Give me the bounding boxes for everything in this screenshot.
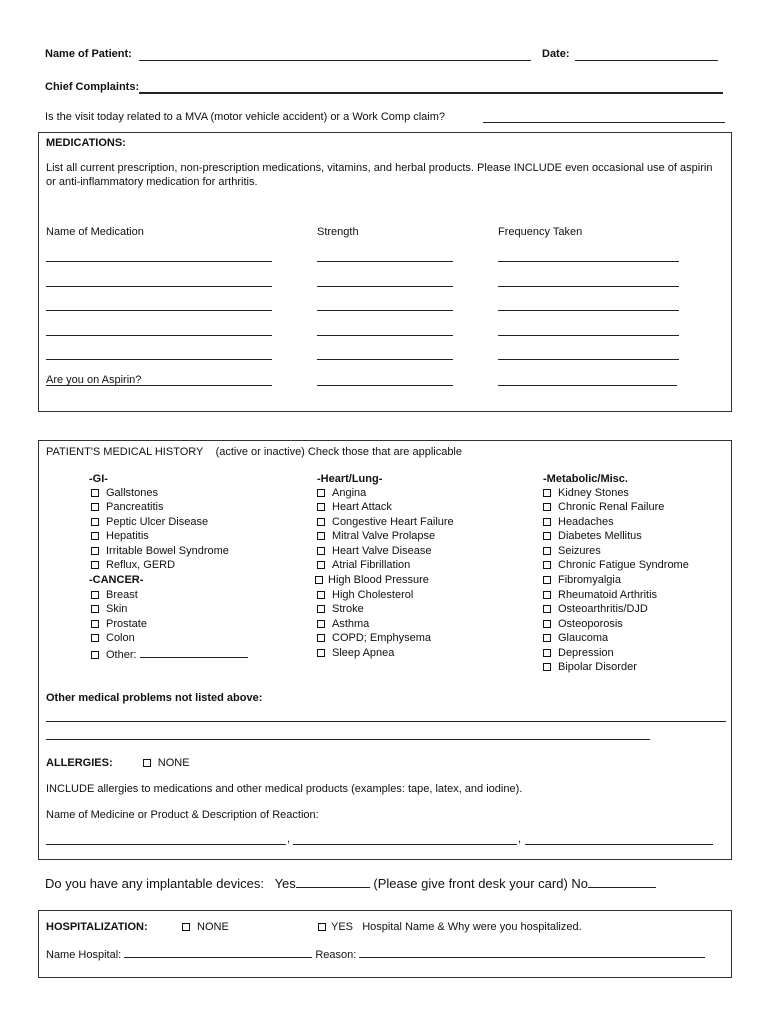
checkbox-high-bp[interactable]: High Blood Pressure bbox=[315, 574, 429, 586]
medication-name-field[interactable] bbox=[46, 310, 272, 311]
checkbox-icon bbox=[91, 651, 99, 659]
medications-title: MEDICATIONS: bbox=[46, 137, 126, 149]
medication-strength-field[interactable] bbox=[317, 286, 453, 287]
medication-strength-field[interactable] bbox=[317, 385, 453, 386]
checkbox-prostate[interactable]: Prostate bbox=[91, 618, 147, 630]
medication-strength-field[interactable] bbox=[317, 359, 453, 360]
checkbox-pancreatitis[interactable]: Pancreatitis bbox=[91, 501, 163, 513]
checkbox-other[interactable]: Other: bbox=[91, 647, 248, 661]
hospital-reason-label: Reason: bbox=[315, 949, 357, 961]
hospitalization-yes-note: Hospital Name & Why were you hospitalized. bbox=[362, 921, 582, 933]
checkbox-icon bbox=[91, 634, 99, 642]
implant-no-field[interactable] bbox=[588, 877, 656, 888]
form-header bbox=[45, 0, 735, 140]
medication-strength-field[interactable] bbox=[317, 261, 453, 262]
checkbox-osteoporosis[interactable]: Osteoporosis bbox=[543, 618, 623, 630]
other-problems-field[interactable] bbox=[46, 739, 650, 740]
checkbox-icon bbox=[91, 489, 99, 497]
checkbox-seizures[interactable]: Seizures bbox=[543, 545, 601, 557]
medications-instructions: List all current prescription, non-prescription medications, vitamins, and herbal products. Please INCLUDE even occasional use of aspirin or anti-inflammatory medication for arthritis. bbox=[46, 162, 713, 188]
checkbox-icon bbox=[182, 923, 190, 931]
medication-frequency-field[interactable] bbox=[498, 310, 679, 311]
allergies-row bbox=[46, 757, 190, 769]
medication-strength-field[interactable] bbox=[317, 310, 453, 311]
checkbox-icon bbox=[317, 561, 325, 569]
hospitalization-yes-option[interactable]: YES Hospital Name & Why were you hospitalized. bbox=[318, 921, 582, 933]
checkbox-icon bbox=[543, 518, 551, 526]
checkbox-osteoarthritis[interactable]: Osteoarthritis/DJD bbox=[543, 603, 648, 615]
allergies-include-text: INCLUDE allergies to medications and other medical products (examples: tape, latex, and iodine). bbox=[46, 783, 523, 795]
hospital-name-label: Name Hospital: bbox=[46, 949, 122, 961]
checkbox-icon bbox=[543, 561, 551, 569]
comma-separator: , bbox=[518, 833, 522, 845]
checkbox-chf[interactable]: Congestive Heart Failure bbox=[317, 516, 454, 528]
checkbox-icon bbox=[91, 591, 99, 599]
medication-frequency-field[interactable] bbox=[498, 261, 679, 262]
allergy-field[interactable] bbox=[525, 844, 713, 845]
checkbox-heart-valve[interactable]: Heart Valve Disease bbox=[317, 545, 431, 557]
medication-frequency-field[interactable] bbox=[498, 385, 677, 386]
hospitalization-section bbox=[38, 910, 732, 978]
checkbox-icon bbox=[543, 591, 551, 599]
checkbox-icon bbox=[317, 489, 325, 497]
medication-frequency-field[interactable] bbox=[498, 335, 679, 336]
checkbox-icon bbox=[543, 663, 551, 671]
checkbox-diabetes[interactable]: Diabetes Mellitus bbox=[543, 530, 642, 542]
checkbox-asthma[interactable]: Asthma bbox=[317, 618, 369, 630]
implant-question: Do you have any implantable devices: bbox=[45, 876, 264, 891]
checkbox-icon bbox=[315, 576, 323, 584]
col-strength: Strength bbox=[317, 226, 359, 238]
checkbox-icon bbox=[543, 503, 551, 511]
allergies-label: ALLERGIES: bbox=[46, 757, 113, 769]
aspirin-question: Are you on Aspirin? bbox=[46, 374, 142, 386]
other-problems-label: Other medical problems not listed above: bbox=[46, 692, 263, 704]
visit-answer-field[interactable] bbox=[483, 122, 725, 123]
implantable-devices-row bbox=[45, 876, 656, 891]
checkbox-icon bbox=[91, 503, 99, 511]
checkbox-heart-attack[interactable]: Heart Attack bbox=[317, 501, 392, 513]
hospital-reason-field[interactable] bbox=[359, 947, 705, 958]
implant-note: (Please give front desk your card) bbox=[373, 876, 568, 891]
checkbox-breast[interactable]: Breast bbox=[91, 589, 138, 601]
metabolic-heading: -Metabolic/Misc. bbox=[543, 473, 628, 485]
medication-frequency-field[interactable] bbox=[498, 286, 679, 287]
checkbox-icon bbox=[543, 489, 551, 497]
col-medication-name: Name of Medication bbox=[46, 226, 144, 238]
visit-question: Is the visit today related to a MVA (motor vehicle accident) or a Work Comp claim? bbox=[45, 111, 446, 123]
checkbox-sleep-apnea[interactable]: Sleep Apnea bbox=[317, 647, 394, 659]
checkbox-skin[interactable]: Skin bbox=[91, 603, 127, 615]
cancer-heading: -CANCER- bbox=[89, 574, 144, 586]
checkbox-stroke[interactable]: Stroke bbox=[317, 603, 364, 615]
checkbox-fibromyalgia[interactable]: Fibromyalgia bbox=[543, 574, 621, 586]
medication-strength-field[interactable] bbox=[317, 335, 453, 336]
medications-section bbox=[38, 132, 732, 412]
checkbox-icon bbox=[317, 634, 325, 642]
allergies-reaction-label: Name of Medicine or Product & Description of Reaction: bbox=[46, 809, 319, 821]
checkbox-renal-failure[interactable]: Chronic Renal Failure bbox=[543, 501, 664, 513]
implant-yes-field[interactable] bbox=[296, 877, 370, 888]
hospital-name-field[interactable] bbox=[124, 947, 312, 958]
medication-frequency-field[interactable] bbox=[498, 359, 679, 360]
checkbox-icon bbox=[543, 547, 551, 555]
patient-name-field[interactable] bbox=[139, 60, 531, 61]
col-frequency: Frequency Taken bbox=[498, 226, 583, 238]
other-field[interactable] bbox=[140, 647, 248, 658]
implant-no-label: No bbox=[571, 876, 589, 891]
checkbox-icon bbox=[91, 605, 99, 613]
history-heading bbox=[46, 446, 462, 458]
history-subtitle: (active or inactive) Check those that are applicable bbox=[215, 446, 462, 458]
checkbox-cholesterol[interactable]: High Cholesterol bbox=[317, 589, 413, 601]
comma-separator: , bbox=[287, 833, 291, 845]
allergies-none-checkbox[interactable] bbox=[143, 759, 151, 767]
medication-name-field[interactable] bbox=[46, 359, 272, 360]
checkbox-bipolar[interactable]: Bipolar Disorder bbox=[543, 661, 637, 673]
checkbox-icon bbox=[91, 518, 99, 526]
checkbox-icon bbox=[317, 591, 325, 599]
aspirin-answer-field[interactable] bbox=[46, 385, 272, 386]
checkbox-icon bbox=[91, 547, 99, 555]
medication-name-field[interactable] bbox=[46, 335, 272, 336]
checkbox-icon bbox=[543, 576, 551, 584]
history-title: PATIENT'S MEDICAL HISTORY bbox=[46, 446, 204, 458]
medication-name-field[interactable] bbox=[46, 286, 272, 287]
allergy-field[interactable] bbox=[46, 844, 286, 845]
checkbox-icon bbox=[91, 620, 99, 628]
checkbox-glaucoma[interactable]: Glaucoma bbox=[543, 632, 608, 644]
patient-name-label: Name of Patient: bbox=[45, 48, 132, 60]
date-label: Date: bbox=[542, 48, 570, 60]
checkbox-depression[interactable]: Depression bbox=[543, 647, 614, 659]
date-field[interactable] bbox=[575, 60, 718, 61]
checkbox-rheumatoid[interactable]: Rheumatoid Arthritis bbox=[543, 589, 657, 601]
hospitalization-label: HOSPITALIZATION: bbox=[46, 921, 148, 933]
checkbox-icon bbox=[317, 503, 325, 511]
checkbox-chronic-fatigue[interactable]: Chronic Fatigue Syndrome bbox=[543, 559, 689, 571]
hospital-details-row bbox=[46, 947, 705, 961]
checkbox-gallstones[interactable]: Gallstones bbox=[91, 487, 158, 499]
checkbox-icon bbox=[317, 518, 325, 526]
checkbox-colon[interactable]: Colon bbox=[91, 632, 135, 644]
checkbox-reflux[interactable]: Reflux, GERD bbox=[91, 559, 175, 571]
checkbox-hepatitis[interactable]: Hepatitis bbox=[91, 530, 149, 542]
checkbox-icon bbox=[317, 532, 325, 540]
gi-heading: -GI- bbox=[89, 473, 108, 485]
chief-complaints-field[interactable] bbox=[139, 92, 723, 94]
checkbox-icon bbox=[317, 547, 325, 555]
checkbox-icon bbox=[543, 532, 551, 540]
checkbox-ibs[interactable]: Irritable Bowel Syndrome bbox=[91, 545, 229, 557]
checkbox-afib[interactable]: Atrial Fibrillation bbox=[317, 559, 410, 571]
chief-complaints-label: Chief Complaints: bbox=[45, 81, 140, 93]
checkbox-icon bbox=[317, 649, 325, 657]
implant-yes-label: Yes bbox=[274, 876, 296, 891]
checkbox-icon bbox=[543, 649, 551, 657]
medical-history-section bbox=[38, 440, 732, 860]
allergies-none-label: NONE bbox=[157, 757, 190, 769]
checkbox-kidney-stones[interactable]: Kidney Stones bbox=[543, 487, 629, 499]
heart-lung-heading: -Heart/Lung- bbox=[317, 473, 383, 485]
medication-name-field[interactable] bbox=[46, 261, 272, 262]
checkbox-icon bbox=[91, 561, 99, 569]
checkbox-peptic-ulcer[interactable]: Peptic Ulcer Disease bbox=[91, 516, 208, 528]
checkbox-icon bbox=[317, 605, 325, 613]
checkbox-icon bbox=[317, 620, 325, 628]
checkbox-icon bbox=[543, 634, 551, 642]
checkbox-icon bbox=[543, 605, 551, 613]
checkbox-icon bbox=[91, 532, 99, 540]
checkbox-copd[interactable]: COPD; Emphysema bbox=[317, 632, 431, 644]
hospitalization-none-option[interactable]: NONE bbox=[182, 921, 229, 933]
other-problems-field[interactable] bbox=[46, 721, 726, 722]
checkbox-mitral-valve[interactable]: Mitral Valve Prolapse bbox=[317, 530, 435, 542]
checkbox-icon bbox=[318, 923, 326, 931]
checkbox-angina[interactable]: Angina bbox=[317, 487, 366, 499]
checkbox-icon bbox=[543, 620, 551, 628]
allergy-field[interactable] bbox=[293, 844, 517, 845]
checkbox-headaches[interactable]: Headaches bbox=[543, 516, 614, 528]
